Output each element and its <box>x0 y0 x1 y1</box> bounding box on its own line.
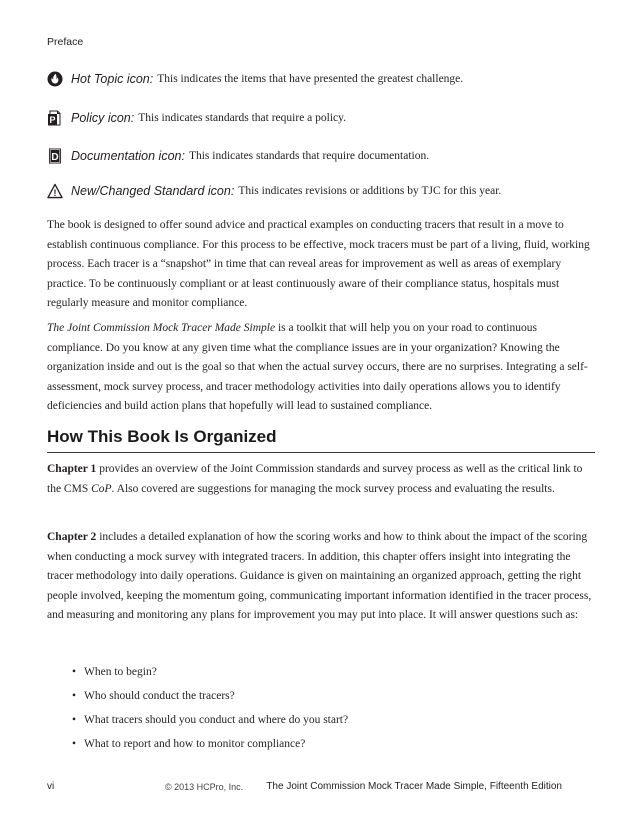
chapter-2-paragraph: Chapter 2 includes a detailed explanation of how the scoring works and how to think about the impact of the scoring when conducting a mock survey with integrated tracers. In addition, this chapter offers insight into integrating the tracer methodology into daily operations. Guidance is given on maintaining an organized approach, getting the right people involved, keeping the momentum going, communicating important information identified in the tracer process, and measuring and monitoring any plans for improvement you may put into place. It will answer questions such as: <box>47 531 592 622</box>
question-list <box>72 664 572 760</box>
legend-label: New/Changed Standard icon: <box>71 184 235 198</box>
section-heading: How This Book Is Organized <box>47 427 277 446</box>
legend-policy <box>47 108 607 128</box>
legend-new-changed <box>47 181 607 201</box>
copyright: © 2013 HCPro, Inc. <box>165 782 244 792</box>
book-title: The Joint Commission Mock Tracer Made Simple <box>47 322 276 334</box>
legend-description: This indicates standards that require a policy. <box>138 112 347 124</box>
heading-divider <box>47 452 595 453</box>
legend-label: Policy icon: <box>71 111 135 125</box>
legend-description: This indicates the items that have presented the greatest challenge. <box>157 73 464 85</box>
page-number: vi <box>47 781 55 792</box>
intro-text: is a toolkit that will help you on your road to continuous compliance. Do you know at any given time what the compliance issues are in your organization? Knowing the organization inside and out is the goal so that when the actual survey occurs, there are no surprises. Integrating a self-assessment, mock survey process, and tracer methodology activities into daily operations allows you to identify deficiencies and build action plans that hopefully will lead to sustained compliance. <box>47 322 588 413</box>
book-title-footer: The Joint Commission Mock Tracer Made Simple, Fifteenth Edition <box>266 781 562 792</box>
cop-term: CoP <box>91 482 112 495</box>
policy-icon <box>47 110 63 126</box>
legend-hot-topic <box>47 69 607 89</box>
running-header: Preface <box>47 36 84 48</box>
legend-description: This indicates standards that require documentation. <box>188 150 430 162</box>
intro-text: The book is designed to offer sound advice and practical examples on conducting tracers that result in a move to establish continuous compliance. For this process to be effective, mock tracers must be part of a living, fluid, working process. Each tracer is a “snapshot” in time that can reveal areas for improvement as well as areas of exemplary practice. To be continuously compliant or at least continuously aware of their compliance status, hospitals must regularly measure and monitor compliance. <box>47 219 590 310</box>
chapter-label: Chapter 2 <box>47 531 97 543</box>
list-item: • Who should conduct the tracers? <box>72 688 572 712</box>
intro-paragraph-1 <box>47 216 592 314</box>
list-item: • When to begin? <box>72 664 572 688</box>
bullet-icon: • <box>72 714 77 726</box>
warning-icon-glyph: ! <box>53 188 57 199</box>
list-item: • What to report and how to monitor compliance? <box>72 736 572 760</box>
documentation-icon <box>47 148 63 164</box>
legend-label: Documentation icon: <box>71 149 185 163</box>
bullet-icon: • <box>72 666 77 678</box>
legend-label: Hot Topic icon: <box>71 72 154 86</box>
list-item: • What tracers should you conduct and where do you start? <box>72 712 572 736</box>
hot-topic-icon <box>47 71 63 87</box>
legend-documentation <box>47 146 607 166</box>
bullet-icon: • <box>72 690 77 702</box>
warning-icon <box>47 183 63 199</box>
bullet-icon: • <box>72 738 77 750</box>
documentation-icon-glyph: D <box>51 152 59 163</box>
chapter-label: Chapter 1 <box>47 463 97 475</box>
intro-paragraph-2 <box>47 319 592 417</box>
policy-icon-glyph: P <box>49 115 56 125</box>
legend-description: This indicates revisions or additions by TJC for this year. <box>238 185 502 197</box>
chapter-1-paragraph: Chapter 1 provides an overview of the Joint Commission standards and survey process as well as the critical link to the CMS CoP. Also covered are suggestions for managing the mock survey process and evaluating the results. <box>47 463 583 495</box>
